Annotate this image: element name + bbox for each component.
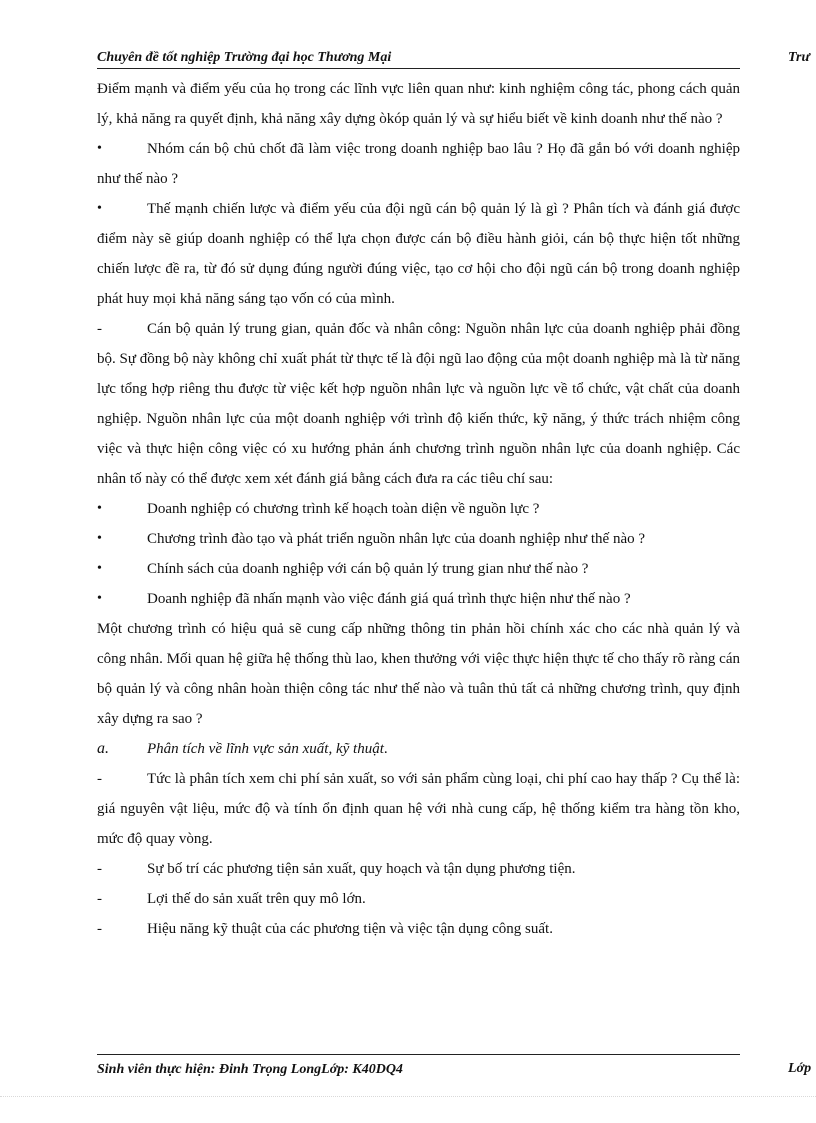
dash-text: Hiệu năng kỹ thuật của các phương tiện và việc tận dụng công suất. bbox=[147, 921, 553, 937]
dash-item-production-layout bbox=[97, 854, 740, 884]
bullet-text: Nhóm cán bộ chủ chốt đã làm việc trong doanh nghiệp bao lâu ? Họ đã gắn bó với doanh nghiệp như thế nào ? bbox=[97, 141, 740, 187]
bullet-icon: • bbox=[97, 141, 102, 156]
bullet-item-resource-plan bbox=[97, 494, 740, 524]
dash-item-middle-managers bbox=[97, 314, 740, 494]
bullet-icon: • bbox=[97, 531, 102, 546]
bullet-icon: • bbox=[97, 561, 102, 576]
bullet-item-performance-review bbox=[97, 584, 740, 614]
footer-student-info: Sinh viên thực hiện: Đinh Trọng LongLớp: K40DQ4 bbox=[97, 1062, 403, 1077]
dash-text: Lợi thế do sản xuất trên quy mô lớn. bbox=[147, 891, 366, 907]
section-heading-marker: a. bbox=[97, 740, 109, 757]
paragraph-effective-program: Một chương trình có hiệu quả sẽ cung cấp những thông tin phản hồi chính xác cho các nhà quản lý và công nhân. Mối quan hệ giữa hệ thống thù lao, khen thưởng với việc thực hiện thực tế cho thấy rõ ràng cán bộ quản lý và công nhân hoàn thiện công tác như thế nào và tuân thủ tất cả những chương trình, quy định xây dựng ra sao ? bbox=[97, 621, 740, 727]
bullet-text: Doanh nghiệp có chương trình kế hoạch toàn diện về nguồn lực ? bbox=[147, 501, 540, 517]
bullet-icon: • bbox=[97, 201, 102, 216]
header-cut-text: Trư bbox=[788, 50, 810, 65]
page-edge-divider bbox=[0, 1096, 816, 1097]
header-title: Chuyên đề tốt nghiệp Trường đại học Thương Mại bbox=[97, 50, 392, 65]
paragraph-management-strengths: Điểm mạnh và điểm yếu của họ trong các lĩnh vực liên quan như: kinh nghiệm công tác, phong cách quản lý, khả năng ra quyết định, khả năng xây dựng òkóp quản lý và sự hiểu biết về kinh doanh như thế nào ? bbox=[97, 81, 740, 127]
bullet-item-middle-policy bbox=[97, 554, 740, 584]
bullet-text: Thế mạnh chiến lược và điểm yếu của đội ngũ cán bộ quản lý là gì ? Phân tích và đánh giá được điểm này sẽ giúp doanh nghiệp có thể lựa chọn được cán bộ điều hành giỏi, cán bộ thực hiện tốt những chiến lược đề ra, từ đó sử dụng đúng người đúng việc, tạo cơ hội cho đội ngũ cán bộ trong doanh nghiệp phát huy mọi khả năng sáng tạo vốn có của mình. bbox=[97, 201, 740, 307]
section-heading-text: Phân tích về lĩnh vực sản xuất, kỹ thuật bbox=[147, 741, 384, 757]
bullet-item-training-program bbox=[97, 524, 740, 554]
dash-icon: - bbox=[97, 891, 102, 907]
section-heading-production bbox=[97, 734, 740, 764]
dash-text: Tức là phân tích xem chi phí sản xuất, so với sản phẩm cùng loại, chi phí cao hay thấp ? Cụ thể là: giá nguyên vật liệu, mức độ và tính ổn định quan hệ với nhà cung cấp, hệ thống kiểm tra hàng tồn kho, mức độ quay vòng. bbox=[97, 771, 740, 847]
bullet-item-strategic-strength bbox=[97, 194, 740, 314]
document-body bbox=[97, 74, 740, 944]
dash-item-technical-efficiency bbox=[97, 914, 740, 944]
page-header bbox=[97, 48, 740, 69]
dash-text: Cán bộ quản lý trung gian, quản đốc và nhân công: Nguồn nhân lực của doanh nghiệp phải đồng bộ. Sự đồng bộ này không chỉ xuất phát từ thực tế là đội ngũ lao động của một doanh nghiệp mà là từ năng lực tổng hợp riêng thu được từ việc kết hợp nguồn nhân lực và nguồn lực về tổ chức, vật chất của doanh nghiệp. Nguồn nhân lực của một doanh nghiệp với trình độ kiến thức, kỹ năng, ý thức trách nhiệm công việc và thực hiện công việc có xu hướng phản ánh chương trình nguồn nhân lực của doanh nghiệp. Các nhân tố này có thể được xem xét đánh giá bằng cách đưa ra các tiêu chí sau: bbox=[97, 321, 740, 487]
section-heading-period: . bbox=[383, 741, 388, 757]
bullet-text: Chính sách của doanh nghiệp với cán bộ quản lý trung gian như thế nào ? bbox=[147, 561, 589, 577]
bullet-icon: • bbox=[97, 501, 102, 516]
dash-item-scale-advantage bbox=[97, 884, 740, 914]
bullet-icon: • bbox=[97, 591, 102, 606]
dash-icon: - bbox=[97, 921, 102, 937]
dash-text: Sự bố trí các phương tiện sản xuất, quy hoạch và tận dụng phương tiện. bbox=[147, 861, 576, 877]
dash-icon: - bbox=[97, 771, 102, 787]
bullet-text: Doanh nghiệp đã nhấn mạnh vào việc đánh giá quá trình thực hiện như thế nào ? bbox=[147, 591, 631, 607]
dash-item-production-cost bbox=[97, 764, 740, 854]
dash-icon: - bbox=[97, 321, 102, 337]
footer-cut-text: Lớp bbox=[788, 1061, 812, 1076]
dash-icon: - bbox=[97, 861, 102, 877]
bullet-text: Chương trình đào tạo và phát triển nguồn nhân lực của doanh nghiệp như thế nào ? bbox=[147, 531, 646, 547]
page-footer bbox=[97, 1054, 740, 1079]
bullet-item-core-staff bbox=[97, 134, 740, 194]
